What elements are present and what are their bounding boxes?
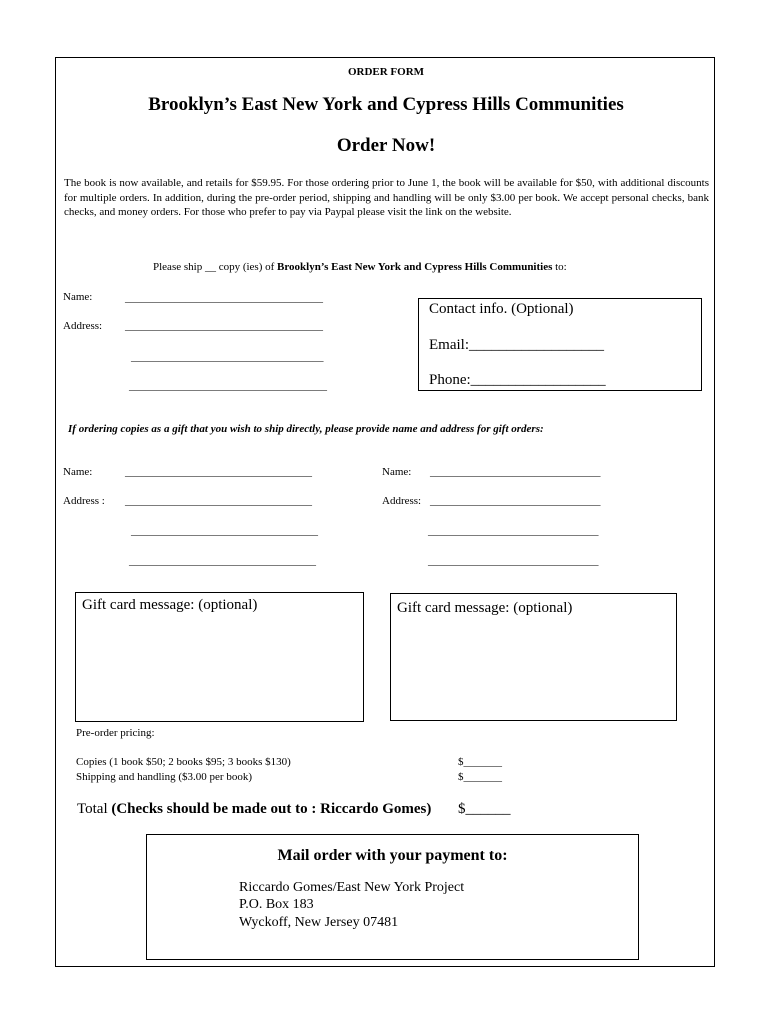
ship-suffix: to: (552, 261, 567, 273)
gift-address-field-left-2[interactable]: __________________________________ (131, 525, 318, 537)
contact-title: Contact info. (Optional) (429, 301, 574, 317)
total-label: Total (77, 801, 112, 817)
mail-order-box (146, 834, 639, 960)
gift-address-label-left: Address : (63, 495, 105, 507)
pricing-shipping: Shipping and handling ($3.00 per book) (76, 771, 252, 783)
order-now-heading: Order Now! (336, 135, 436, 156)
buyer-address-field-3[interactable]: ____________________________________ (129, 380, 327, 392)
total-note: (Checks should be made out to : Riccardo Gomes) (111, 801, 432, 817)
mail-line-1: Riccardo Gomes/East New York Project (239, 880, 465, 895)
copies-amount-field[interactable]: $_______ (458, 756, 502, 768)
shipping-amount-field[interactable]: $_______ (458, 771, 502, 783)
gift-name-label-left: Name: (63, 466, 93, 478)
gift-address-field-left-3[interactable]: __________________________________ (129, 555, 316, 567)
mail-line-2: P.O. Box 183 (239, 897, 314, 912)
gift-address-field-right-3[interactable]: _______________________________ (428, 555, 599, 567)
mail-heading: Mail order with your payment to: (277, 847, 508, 864)
phone-field[interactable]: Phone:__________________ (429, 372, 606, 388)
buyer-address-field-1[interactable]: ____________________________________ (125, 320, 323, 332)
gift-card-box-left[interactable] (75, 592, 364, 722)
gift-card-box-right[interactable] (390, 593, 677, 721)
total-row (77, 801, 431, 818)
email-field[interactable]: Email:__________________ (429, 337, 604, 353)
ship-instruction (153, 261, 567, 273)
gift-address-field-right-2[interactable]: _______________________________ (428, 525, 599, 537)
form-label: ORDER FORM (347, 66, 425, 78)
contact-info-box (418, 298, 702, 391)
gift-address-field-left-1[interactable]: __________________________________ (125, 495, 312, 507)
ship-book-title: Brooklyn’s East New York and Cypress Hills Communities (277, 261, 553, 273)
ship-prefix: Please ship __ copy (ies) of (153, 261, 278, 273)
gift-name-field-right[interactable]: _______________________________ (430, 466, 601, 478)
mail-line-3: Wyckoff, New Jersey 07481 (239, 915, 399, 930)
buyer-address-field-2[interactable]: ___________________________________ (131, 351, 324, 363)
gift-card-label-left: Gift card message: (optional) (82, 597, 258, 613)
buyer-name-label: Name: (63, 291, 93, 303)
gift-instructions: If ordering copies as a gift that you wish to ship directly, please provide name and address for gift orders: (68, 423, 544, 435)
total-amount-field[interactable]: $______ (458, 801, 511, 817)
order-form-page (55, 57, 715, 967)
pricing-title: Pre-order pricing: (76, 727, 155, 739)
pricing-copies: Copies (1 book $50; 2 books $95; 3 books $130) (76, 756, 291, 768)
gift-name-label-right: Name: (382, 466, 412, 478)
gift-name-field-left[interactable]: __________________________________ (125, 466, 312, 478)
gift-address-field-right-1[interactable]: _______________________________ (430, 495, 601, 507)
intro-paragraph: The book is now available, and retails for $59.95. For those ordering prior to June 1, the book will be available for $50, with additional discounts for multiple orders. In addition, during the pre-order period, shipping and handling will be only $3.00 per book. We accept personal checks, bank checks, and money orders. For those who prefer to pay via Paypal please visit the link on the website. (64, 177, 709, 219)
buyer-name-field[interactable]: ____________________________________ (125, 292, 323, 304)
gift-card-label-right: Gift card message: (optional) (397, 600, 573, 616)
book-title-heading: Brooklyn’s East New York and Cypress Hills Communities (148, 94, 624, 115)
gift-address-label-right: Address: (382, 495, 422, 507)
buyer-address-label: Address: (63, 320, 103, 332)
